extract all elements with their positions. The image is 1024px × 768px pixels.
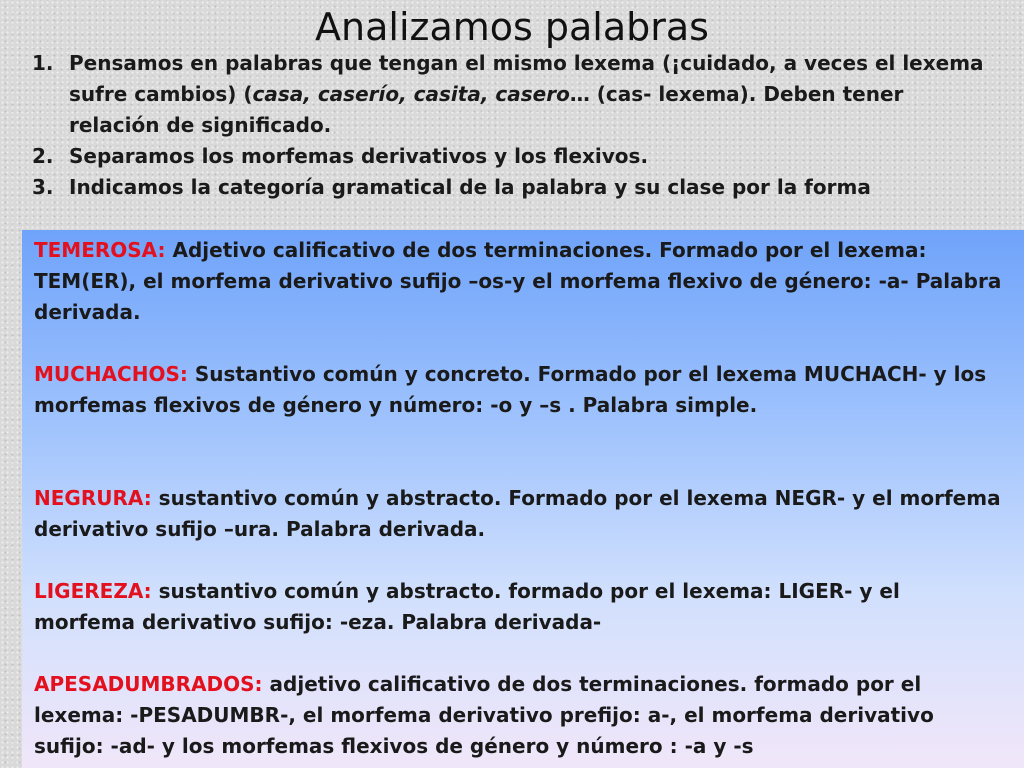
step-examples: casa, caserío, casita, casero — [252, 82, 570, 106]
analysis-panel — [22, 230, 1024, 768]
word-description: sustantivo común y abstracto. Formado por el lexema NEGR- y el morfema derivativo sufijo –ura. Palabra derivada. — [34, 486, 1001, 541]
step-text-part: … (cas- lexema). Deben tener relación de significado. — [69, 82, 904, 137]
step-text-part: Pensamos en palabras que tengan el mismo lexema (¡cuidado, a veces el lexema sufre cambios) ( — [69, 51, 984, 106]
step-item — [32, 141, 992, 172]
word-entry-temerosa — [34, 235, 1006, 328]
step-number: 3. — [32, 175, 54, 199]
step-number: 2. — [32, 144, 54, 168]
word-term: MUCHACHOS: — [34, 362, 188, 386]
word-entry-apesadumbrados — [34, 669, 1006, 762]
word-description: Adjetivo calificativo de dos terminaciones. Formado por el lexema: TEM(ER), el morfema derivativo sufijo –os-y el morfema flexivo de género: -a- Palabra derivada. — [34, 238, 1002, 324]
word-term: TEMEROSA: — [34, 238, 166, 262]
steps-list — [32, 48, 992, 203]
word-description: Sustantivo común y concreto. Formado por el lexema MUCHACH- y los morfemas flexivos de género y número: -o y –s . Palabra simple. — [34, 362, 987, 417]
step-text: Indicamos la categoría gramatical de la palabra y su clase por la forma — [69, 175, 871, 199]
word-entry-negrura — [34, 483, 1006, 545]
step-text — [69, 48, 992, 141]
step-text: Separamos los morfemas derivativos y los flexivos. — [69, 144, 649, 168]
word-term: NEGRURA: — [34, 486, 152, 510]
step-item — [32, 172, 992, 203]
word-term: LIGEREZA: — [34, 579, 152, 603]
word-entry-ligereza — [34, 576, 1006, 638]
word-term: APESADUMBRADOS: — [34, 672, 263, 696]
step-item — [32, 48, 992, 141]
word-description: adjetivo calificativo de dos terminaciones. formado por el lexema: -PESADUMBR-, el morfema derivativo prefijo: a-, el morfema derivativo sufijo: -ad- y los morfemas flexivos de género y número : -a y -s — [34, 672, 934, 758]
slide-title: Analizamos palabras — [315, 5, 709, 49]
word-entry-muchachos — [34, 359, 1006, 421]
step-number: 1. — [32, 51, 54, 75]
word-description: sustantivo común y abstracto. formado por el lexema: LIGER- y el morfema derivativo sufijo: -eza. Palabra derivada- — [34, 579, 900, 634]
